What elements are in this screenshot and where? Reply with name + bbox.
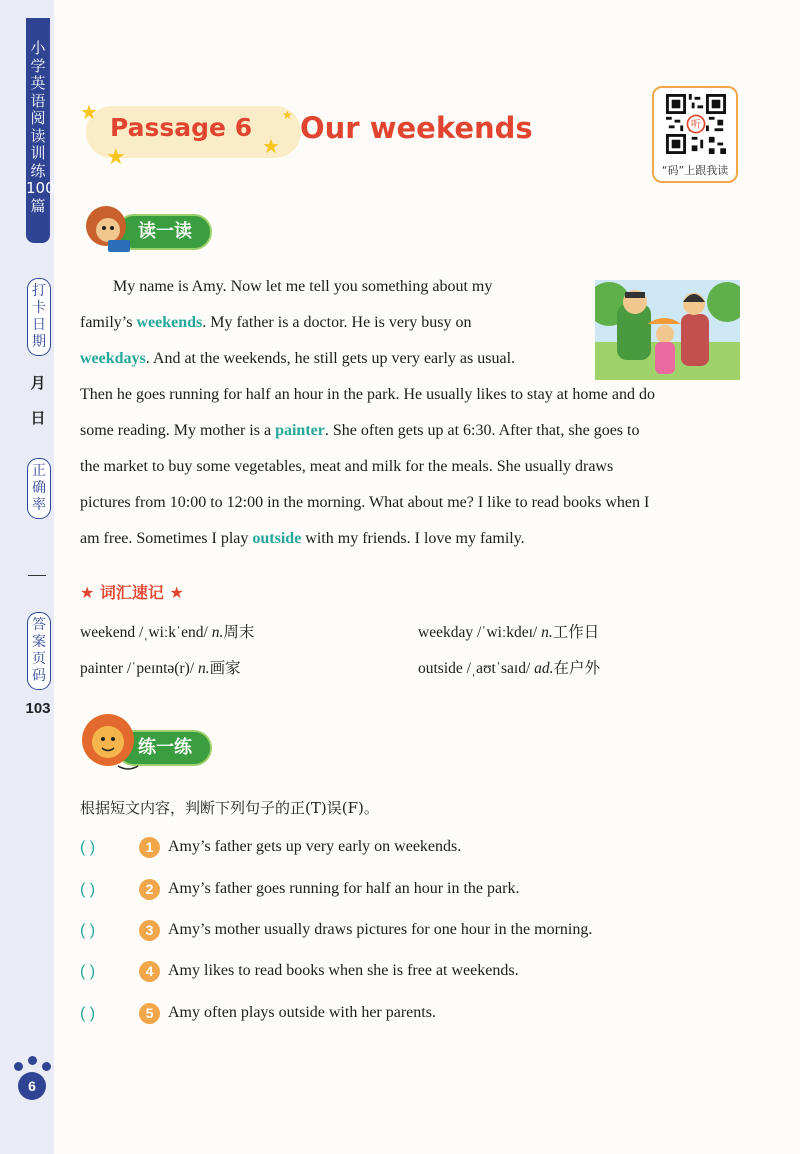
accuracy-blank [28, 575, 46, 576]
vocab-meaning: 工作日 [552, 624, 600, 641]
question-number: 2 [139, 879, 160, 900]
vocab-word: weekend [80, 624, 136, 641]
vocab-item [418, 656, 600, 678]
reading-passage [80, 278, 740, 558]
passage-text: pictures from 10:00 to 12:00 in the morning. What about me? I like to read books when I [80, 494, 650, 511]
qr-caption: “码”上跟我读 [661, 164, 729, 177]
reading-section-title: 读一读 [116, 214, 212, 250]
paw-print-icon [28, 1056, 37, 1065]
vocabulary-heading-text: 词汇速记 [99, 583, 164, 602]
question-number: 1 [139, 837, 160, 858]
passage-line [80, 530, 525, 548]
question-number: 3 [139, 920, 160, 941]
question-text: Amy’s father goes running for half an hour in the park. [168, 880, 520, 897]
passage-text: some reading. My mother is a [80, 422, 276, 439]
lion-mascot-icon [78, 712, 148, 778]
star-icon: ★ [282, 108, 293, 122]
star-icon: ★ [80, 102, 98, 124]
checkin-date-label: 打卡日期 [27, 278, 51, 356]
paw-print-icon [42, 1062, 51, 1071]
sidebar [0, 0, 54, 1154]
day-label: 日 [30, 409, 46, 427]
vocab-word: painter [80, 660, 124, 677]
answer-blank[interactable]: ( ) [80, 1005, 96, 1022]
answer-blank[interactable]: ( ) [80, 922, 96, 939]
passage-line [80, 458, 613, 476]
question-text: Amy’s father gets up very early on weekends. [168, 838, 462, 855]
star-icon: ★ [106, 144, 126, 169]
vocab-keyword: weekdays [80, 350, 146, 367]
qr-code-box[interactable] [652, 86, 738, 183]
vocab-pos: n. [541, 624, 553, 641]
passage-text: Then he goes running for half an hour in the park. He usually likes to stay at home and do [80, 386, 655, 403]
vocab-meaning: 画家 [209, 660, 241, 677]
passage-line [80, 350, 515, 368]
vocab-phonetic: /ˌaʊtˈsaɪd/ [466, 660, 531, 677]
question-number: 4 [139, 961, 160, 982]
passage-line [80, 422, 639, 440]
vocab-item [80, 620, 254, 642]
hedgehog-mascot-icon [78, 200, 136, 258]
reading-section-header [78, 200, 228, 242]
paw-print-icon [14, 1062, 23, 1071]
vocab-keyword: weekends [136, 314, 203, 331]
qr-code-icon [666, 94, 726, 154]
star-icon: ★ [262, 136, 280, 158]
passage-line [80, 386, 655, 404]
vocab-item [80, 656, 241, 678]
question-text: Amy often plays outside with her parents. [168, 1004, 436, 1021]
vocab-keyword: painter [275, 422, 325, 439]
vocab-word: outside [418, 660, 463, 677]
series-title: 小学英语阅读训练100篇 [26, 18, 50, 243]
vocab-phonetic: /ˈpeɪntə(r)/ [126, 660, 195, 677]
passage-line [80, 314, 472, 332]
answer-page-number: 103 [25, 700, 51, 717]
question-number: 5 [139, 1003, 160, 1024]
vocab-meaning: 周末 [223, 624, 255, 641]
vocab-phonetic: /ˌwiːkˈend/ [138, 624, 208, 641]
passage-text: am free. Sometimes I play [80, 530, 253, 547]
answer-blank[interactable]: ( ) [80, 963, 96, 980]
vocab-pos: n. [197, 660, 210, 677]
question-text: Amy likes to read books when she is free at weekends. [168, 962, 519, 979]
accuracy-label: 正确率 [27, 458, 51, 519]
vocab-keyword: outside [252, 530, 302, 547]
vocab-pos: ad. [534, 660, 554, 677]
passage-text: . My father is a doctor. He is very busy on [202, 314, 472, 331]
passage-text: . She often gets up at 6:30. After that, she goes to [324, 422, 640, 439]
passage-line [113, 278, 492, 296]
qr-center-label: 听 [690, 118, 702, 131]
practice-section-title: 练一练 [116, 730, 212, 766]
vocab-item [418, 620, 599, 642]
answer-blank[interactable]: ( ) [80, 881, 96, 898]
vocab-phonetic: /ˈwiːkdeɪ/ [476, 624, 538, 641]
practice-instruction: 根据短文内容，判断下列句子的正(T)误(F)。 [80, 799, 379, 817]
star-icon: ★ [80, 583, 100, 602]
passage-text: family’s [80, 314, 137, 331]
practice-section-header [78, 712, 228, 758]
passage-text: with my friends. I love my family. [301, 530, 525, 547]
vocab-meaning: 在户外 [553, 660, 601, 677]
answer-blank[interactable]: ( ) [80, 839, 96, 856]
passage-text: . And at the weekends, he still gets up very early as usual. [145, 350, 516, 367]
passage-text: the market to buy some vegetables, meat and milk for the meals. She usually draws [80, 458, 614, 475]
passage-text: My name is Amy. Now let me tell you something about my [113, 278, 493, 295]
question-text: Amy’s mother usually draws pictures for one hour in the morning. [168, 921, 593, 938]
vocab-word: weekday [418, 624, 474, 641]
passage-line [80, 494, 649, 512]
passage-number: Passage 6 [110, 113, 253, 142]
answer-page-label: 答案页码 [27, 612, 51, 690]
page-number: 6 [18, 1072, 46, 1100]
vocabulary-heading [80, 580, 184, 603]
star-icon: ★ [163, 583, 184, 602]
page-title: Our weekends [300, 111, 533, 145]
vocab-pos: n. [211, 624, 224, 641]
month-label: 月 [30, 374, 46, 392]
